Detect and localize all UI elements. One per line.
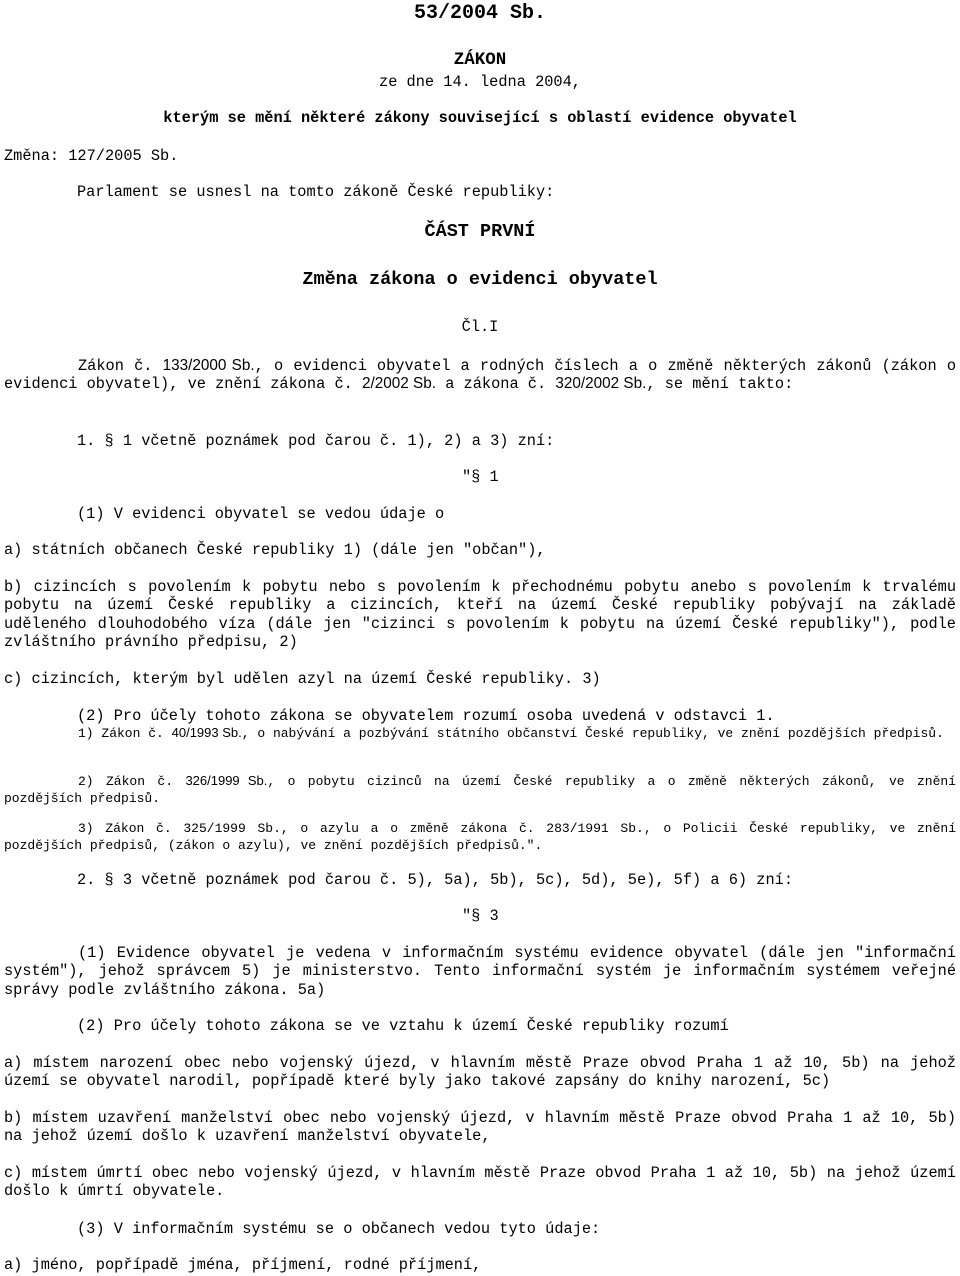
preamble: Parlament se usnesl na tomto zákoně České republiky: [77, 183, 555, 201]
footnote-1: 1) Zákon č. 40/1993 Sb., o nabývání a pozbývání státního občanství České republiky, ve znění pozdějších předpisů. [78, 725, 944, 741]
law-number: 53/2004 Sb. [413, 2, 547, 25]
law-link-326-1999[interactable]: 326/1999 Sb. [185, 773, 268, 788]
footnote-2: 2) Zákon č. 326/1999 Sb., o pobytu cizinců na území České republiky a o změně některých zákonů, ve znění pozdějších předpisů. [4, 773, 956, 806]
section-1-para-1: (1) V evidenci obyvatel se vedou údaje o [77, 505, 445, 523]
point-2-heading: 2. § 3 včetně poznámek pod čarou č. 5), 5a), 5b), 5c), 5d), 5e), 5f) a 6) zní: [77, 871, 794, 889]
point-1-heading: 1. § 1 včetně poznámek pod čarou č. 1), 2) a 3) zní: [77, 432, 555, 450]
footnote-3: 3) Zákon č. 325/1999 Sb., o azylu a o změně zákona č. 283/1991 Sb., o Policii České republiky, ve znění pozdějších předpisů, (zákon o azylu), ve znění pozdějších předpisů.". [4, 821, 956, 853]
section-3-para-2: (2) Pro účely tohoto zákona se ve vztahu k území České republiky rozumí [77, 1017, 729, 1035]
law-date: ze dne 14. ledna 2004, [379, 73, 581, 91]
section-1-item-b: b) cizincích s povolením k pobytu nebo s povolením k přechodnému pobytu anebo s povolením k trvalému pobytu na území České republiky a cizincích, kteří na území České republiky pobývají na základě uděleného dlouhodobého víza (dále jen "cizinci s povolením k pobytu na území České republiky"), podle zvláštního právního předpisu, 2) [4, 578, 956, 651]
section-3-para-3: (3) V informačním systému se o občanech vedou tyto údaje: [77, 1220, 601, 1238]
amendment-note: Změna: 127/2005 Sb. [4, 147, 179, 165]
part-subtitle: Změna zákona o evidenci obyvatel [302, 269, 658, 290]
law-type: ZÁKON [453, 50, 507, 70]
law-link-133-2000[interactable]: 133/2000 Sb. [162, 357, 255, 374]
law-link-40-1993[interactable]: 40/1993 Sb. [171, 725, 242, 740]
part-title: ČÁST PRVNÍ [424, 221, 536, 242]
article-heading: Čl.I [461, 318, 499, 336]
section-3-para-3-item-a: a) jméno, popřípadě jména, příjmení, rodné příjmení, [4, 1256, 482, 1274]
section-1-item-a: a) státních občanech České republiky 1) (dále jen "občan"), [4, 541, 546, 559]
section-3-item-a: a) místem narození obec nebo vojenský újezd, v hlavním městě Praze obvod Praha 1 až 10, 5b) na jehož území se obyvatel narodil, popřípadě které byly jako takové zapsány do knihy narození, 5c) [4, 1054, 956, 1091]
intro-paragraph: Zákon č. 133/2000 Sb., o evidenci obyvatel a rodných číslech a o změně některých zákonů (zákon o evidenci obyvatel), ve znění zákona č. 2/2002 Sb. a zákona č. 320/2002 Sb., se mění takto: [4, 357, 956, 394]
section-1-para-2: (2) Pro účely tohoto zákona se obyvatelem rozumí osoba uvedená v odstavci 1. [77, 707, 775, 725]
section-3-heading: "§ 3 [462, 907, 499, 925]
law-link-2-2002[interactable]: 2/2002 Sb. [362, 375, 437, 393]
section-3-item-b: b) místem uzavření manželství obec nebo vojenský újezd, v hlavním městě Praze obvod Praha 1 až 10, 5b) na jehož území došlo k uzavření manželství obyvatele, [4, 1109, 956, 1146]
section-3-para-1: (1) Evidence obyvatel je vedena v informačním systému evidence obyvatel (dále jen "informační systém"), jehož správcem 5) je ministerstvo. Tento informační systém je informačním systémem veřejné správy podle zvláštního zákona. 5a) [4, 944, 956, 999]
law-link-320-2002[interactable]: 320/2002 Sb. [555, 375, 647, 393]
section-1-item-c: c) cizincích, kterým byl udělen azyl na území České republiky. 3) [4, 670, 601, 688]
section-3-item-c: c) místem úmrtí obec nebo vojenský újezd, v hlavním městě Praze obvod Praha 1 až 10, 5b) na jehož území došlo k úmrtí obyvatele. [4, 1164, 956, 1201]
section-1-heading: "§ 1 [462, 468, 499, 486]
law-subtitle: kterým se mění některé zákony související s oblastí evidence obyvatel [163, 109, 797, 127]
